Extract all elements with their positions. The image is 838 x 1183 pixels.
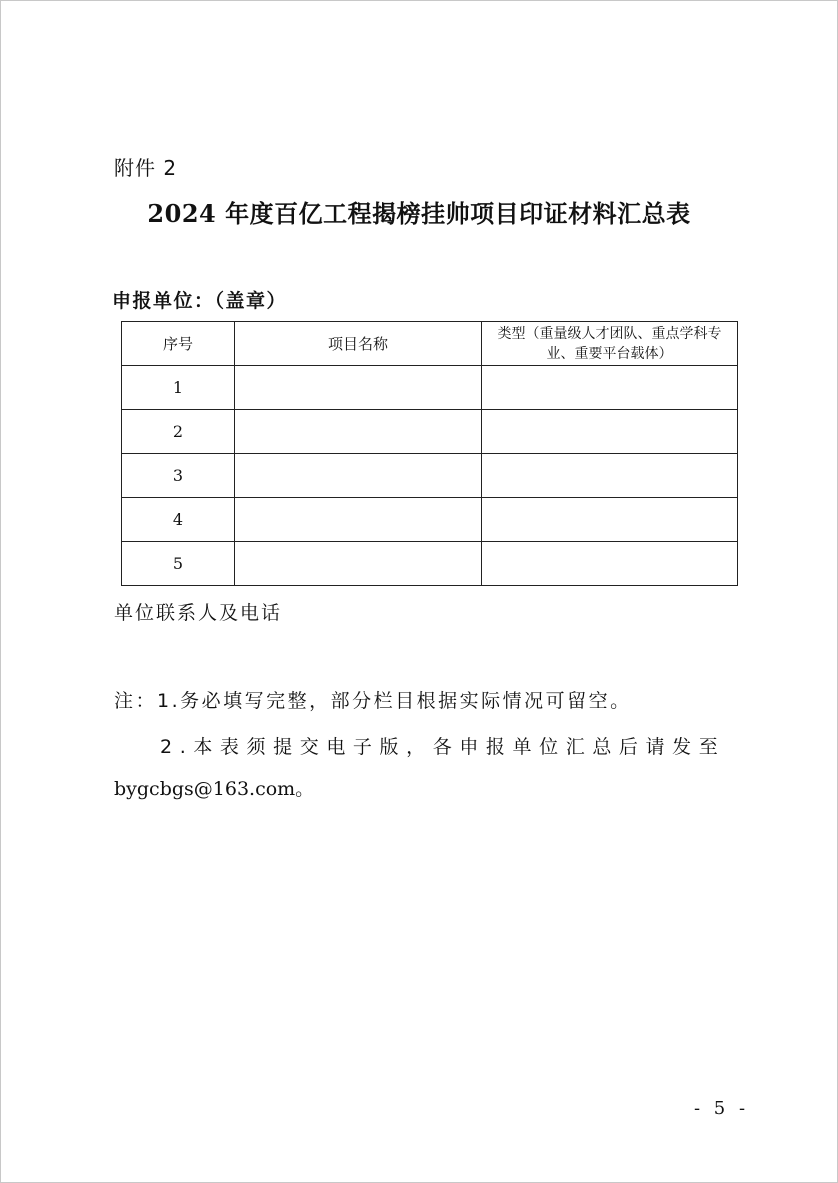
attachment-label: 附件 2 [114, 156, 178, 180]
page-number: - 5 - [694, 1098, 750, 1119]
row-index: 3 [122, 454, 235, 498]
table-row [122, 410, 738, 454]
summary-table [121, 321, 738, 586]
row-type[interactable] [482, 454, 738, 498]
row-type[interactable] [482, 410, 738, 454]
row-type[interactable] [482, 542, 738, 586]
table-row [122, 366, 738, 410]
row-project-name[interactable] [235, 498, 482, 542]
row-index: 4 [122, 498, 235, 542]
row-project-name[interactable] [235, 454, 482, 498]
row-type[interactable] [482, 498, 738, 542]
row-project-name[interactable] [235, 410, 482, 454]
note-email: bygcbgs@163.com。 [114, 778, 315, 800]
row-project-name[interactable] [235, 542, 482, 586]
header-project-name: 项目名称 [235, 322, 482, 366]
header-type: 类型（重量级人才团队、重点学科专业、重要平台载体） [482, 322, 738, 366]
table-header-row [122, 322, 738, 366]
row-index: 1 [122, 366, 235, 410]
table-row [122, 454, 738, 498]
document-title: 2024 年度百亿工程揭榜挂帅项目印证材料汇总表 [147, 199, 691, 228]
reporting-unit-label: 申报单位：（盖章） [112, 290, 288, 312]
note-line-1: 注：1.务必填写完整，部分栏目根据实际情况可留空。 [114, 690, 632, 712]
header-index: 序号 [122, 322, 235, 366]
row-type[interactable] [482, 366, 738, 410]
contact-label: 单位联系人及电话 [114, 602, 283, 624]
note-line-2: 2.本表须提交电子版，各申报单位汇总后请发至 [160, 736, 726, 758]
row-project-name[interactable] [235, 366, 482, 410]
table-row [122, 542, 738, 586]
row-index: 5 [122, 542, 235, 586]
table-row [122, 498, 738, 542]
row-index: 2 [122, 410, 235, 454]
